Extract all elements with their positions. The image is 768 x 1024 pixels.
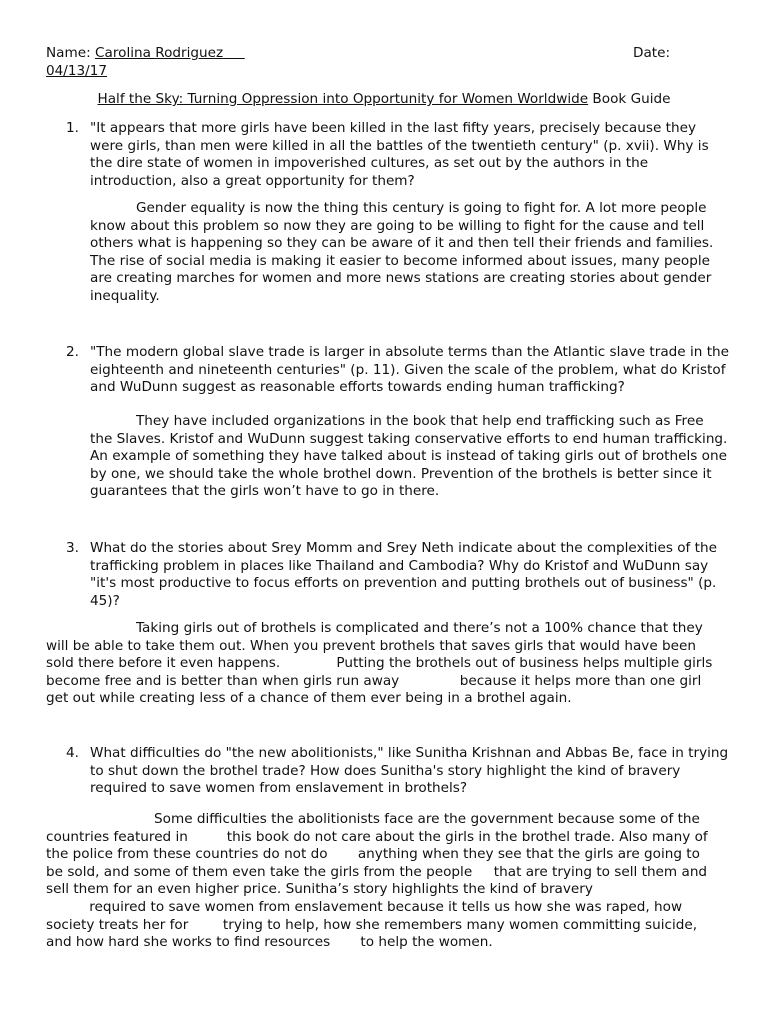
question-number: 3. bbox=[66, 540, 79, 556]
answer-3 bbox=[46, 620, 720, 708]
header bbox=[46, 45, 736, 81]
question-text: "The modern global slave trade is larger in absolute terms than the Atlantic slave trade in the eighteenth and nineteenth centuries" (p. 11). Given the scale of the problem, what do Kristof and WuDunn suggest as reasonable efforts towards ending human trafficking? bbox=[90, 344, 730, 396]
answer-line: countries featured in this book do not care about the girls in the brothel trade. Also many of bbox=[46, 828, 708, 845]
answer-line: society treats her for trying to help, how she remembers many women committing suicide, bbox=[46, 916, 698, 933]
page-title bbox=[0, 91, 768, 109]
question-text: What difficulties do "the new abolitionists," like Sunitha Krishnan and Abbas Be, face in trying to shut down the brothel trade? How does Sunitha's story highlight the kind of bravery required to save women from enslavement in brothels? bbox=[90, 745, 729, 797]
answer-line: the police from these countries do not do anything when they see that the girls are going to bbox=[46, 846, 700, 863]
question-text: "It appears that more girls have been killed in the last fifty years, precisely because they were girls, than men were killed in all the battles of the twentieth century" (p. xvii). Why is the dire state of women in impoverished cultures, as set out by the authors in the introduction, also a great opportunity for them? bbox=[90, 120, 709, 189]
question-1 bbox=[66, 120, 730, 190]
book-title: Half the Sky: Turning Oppression into Opportunity for Women Worldwide bbox=[97, 91, 589, 107]
question-3 bbox=[66, 540, 730, 610]
name-label: Name: bbox=[46, 45, 96, 61]
answer-2 bbox=[90, 413, 730, 501]
answer-1 bbox=[90, 200, 730, 306]
answer-line: Some difficulties the abolitionists face are the government because some of the bbox=[46, 811, 700, 827]
student-name: Carolina Rodriguez bbox=[95, 45, 224, 61]
question-4 bbox=[66, 745, 730, 798]
answer-line: required to save women from enslavement because it tells us how she was raped, how bbox=[46, 898, 683, 915]
date-label: Date: bbox=[633, 45, 671, 61]
answer-4 bbox=[46, 811, 720, 952]
answer-text: They have included organizations in the book that help end trafficking such as Free the Slaves. Kristof and WuDunn suggest taking conservative efforts to end human trafficking. An example of something they have talked about is instead of taking girls out of brothels one by one, we should take the whole brothel down. Prevention of the brothels is better since it guarantees that the girls won’t have to go in there. bbox=[90, 413, 728, 500]
question-number: 1. bbox=[66, 120, 79, 136]
answer-text: Gender equality is now the thing this century is going to fight for. A lot more people know about this problem so now they are going to be willing to fight for the cause and tell others what is happening so they can be aware of it and then tell their friends and families. The rise of social media is making it easier to become informed about issues, many people are creating marches for women and more news stations are creating stories about gender inequality. bbox=[90, 200, 714, 304]
question-number: 2. bbox=[66, 344, 79, 360]
date-value: 04/13/17 bbox=[46, 63, 108, 79]
answer-line: and how hard she works to find resources to help the women. bbox=[46, 934, 493, 951]
question-number: 4. bbox=[66, 745, 79, 761]
title-suffix: Book Guide bbox=[588, 91, 671, 107]
answer-line: sell them for an even higher price. Sunitha’s story highlights the kind of bravery bbox=[46, 881, 593, 898]
question-2 bbox=[66, 344, 730, 397]
answer-text: Taking girls out of brothels is complicated and there’s not a 100% chance that they will be able to take them out. When you prevent brothels that saves girls that would have been sold there before it even happens. Putting the brothels out of business helps multiple girls become free and is better than when girls run away because it helps more than one girl get out while creating less of a chance of them ever being in a brothel again. bbox=[46, 620, 717, 707]
question-text: What do the stories about Srey Momm and Srey Neth indicate about the complexities of the trafficking problem in places like Thailand and Cambodia? Why do Kristof and WuDunn say "it's most productive to focus efforts on prevention and putting brothels out of business" (p. 45)? bbox=[90, 540, 717, 609]
answer-line: be sold, and some of them even take the girls from the people that are trying to sell them and bbox=[46, 863, 708, 880]
